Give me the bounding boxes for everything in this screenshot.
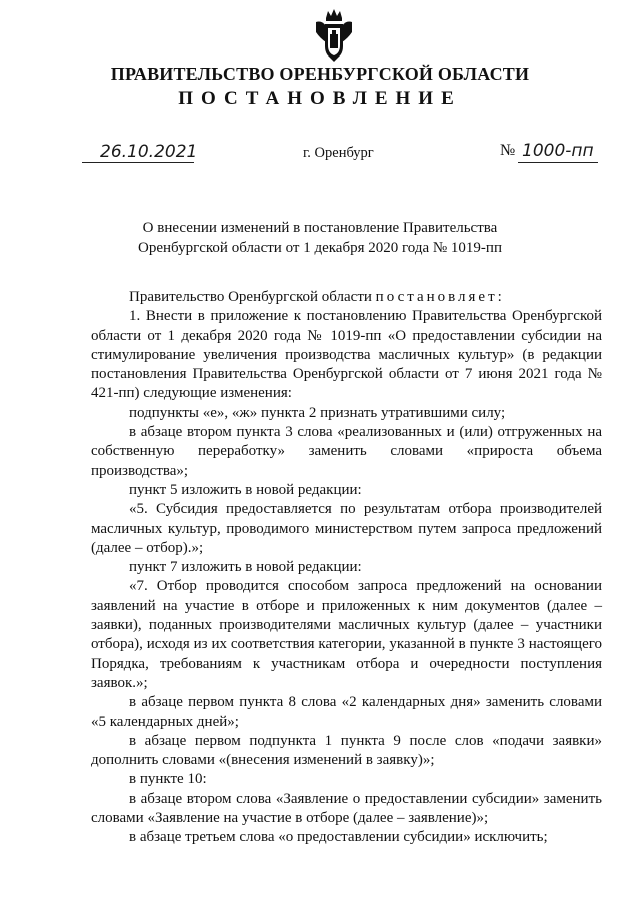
body-paragraph: пункт 5 изложить в новой редакции: xyxy=(129,481,362,498)
body-paragraph: в абзаце первом пункта 8 слова «2 календарных дня» заменить словами «5 календарных дней»; xyxy=(91,694,602,730)
coat-of-arms-icon xyxy=(314,8,354,62)
document-type: ПОСТАНОВЛЕНИЕ xyxy=(178,88,462,109)
document-body xyxy=(91,288,602,848)
government-title: ПРАВИТЕЛЬСТВО ОРЕНБУРГСКОЙ ОБЛАСТИ xyxy=(110,64,530,84)
intro-decree-word: постановляет: xyxy=(375,289,505,305)
body-paragraph: 1. Внести в приложение к постановлению Правительства Оренбургской области от 1 декабря 2020 года № 1019-пп «О предоставлении субсидии на стимулирование увеличения производства масличных культур» (в редакции постановления Правительства Оренбургской области от 7 июня 2021 года № 421-пп) следующие изменения: xyxy=(91,308,602,402)
body-paragraph: «7. Отбор проводится способом запроса предложений на основании заявлений на участие в отборе и приложенных к ним документов (далее – заявки), поданных производителями масличных культур (далее – участники отбора), исходя из их соответствия категории, указанной в пункте 3 настоящего Порядка, требованиям к участникам отбора и очередности поступления заявок.»; xyxy=(91,578,602,691)
body-paragraph: в абзаце третьем слова «о предоставлении субсидии» исключить; xyxy=(129,829,548,846)
body-paragraph: пункт 7 изложить в новой редакции: xyxy=(129,559,362,576)
subject-line: Оренбургской области от 1 декабря 2020 года № 1019-пп xyxy=(138,240,502,256)
intro-paragraph xyxy=(91,288,602,307)
intro-prefix: Правительство Оренбургской области xyxy=(129,289,376,305)
body-paragraph: «5. Субсидия предоставляется по результатам отбора производителей масличных культур, проводимого министерством путем запроса предложений (далее – отбор).»; xyxy=(91,501,602,556)
body-paragraph: подпункты «е», «ж» пункта 2 признать утратившими силу; xyxy=(129,404,506,421)
document-city: г. Оренбург xyxy=(303,145,374,161)
subject-line: О внесении изменений в постановление Правительства xyxy=(142,220,498,236)
body-paragraph: в пункте 10: xyxy=(129,771,207,788)
body-paragraph: в абзаце первом подпункта 1 пункта 9 после слов «подачи заявки» дополнить словами «(внесения изменений в заявку)»; xyxy=(91,732,602,769)
document-number: 1000-пп xyxy=(522,141,594,161)
document-date: 26.10.2021 xyxy=(100,142,198,162)
body-paragraph: в абзаце втором пункта 3 слова «реализованных и (или) отгруженных на собственную переработку» заменить словами «прироста объема производства»; xyxy=(91,424,602,479)
body-paragraph: в абзаце втором слова «Заявление о предоставлении субсидии» заменить словами «Заявление на участие в отборе (далее – заявление)»; xyxy=(91,790,602,827)
date-underline xyxy=(82,162,194,163)
meta-row xyxy=(0,140,640,170)
number-label: № xyxy=(500,142,516,159)
number-underline xyxy=(518,162,598,163)
document-subject xyxy=(0,218,640,258)
